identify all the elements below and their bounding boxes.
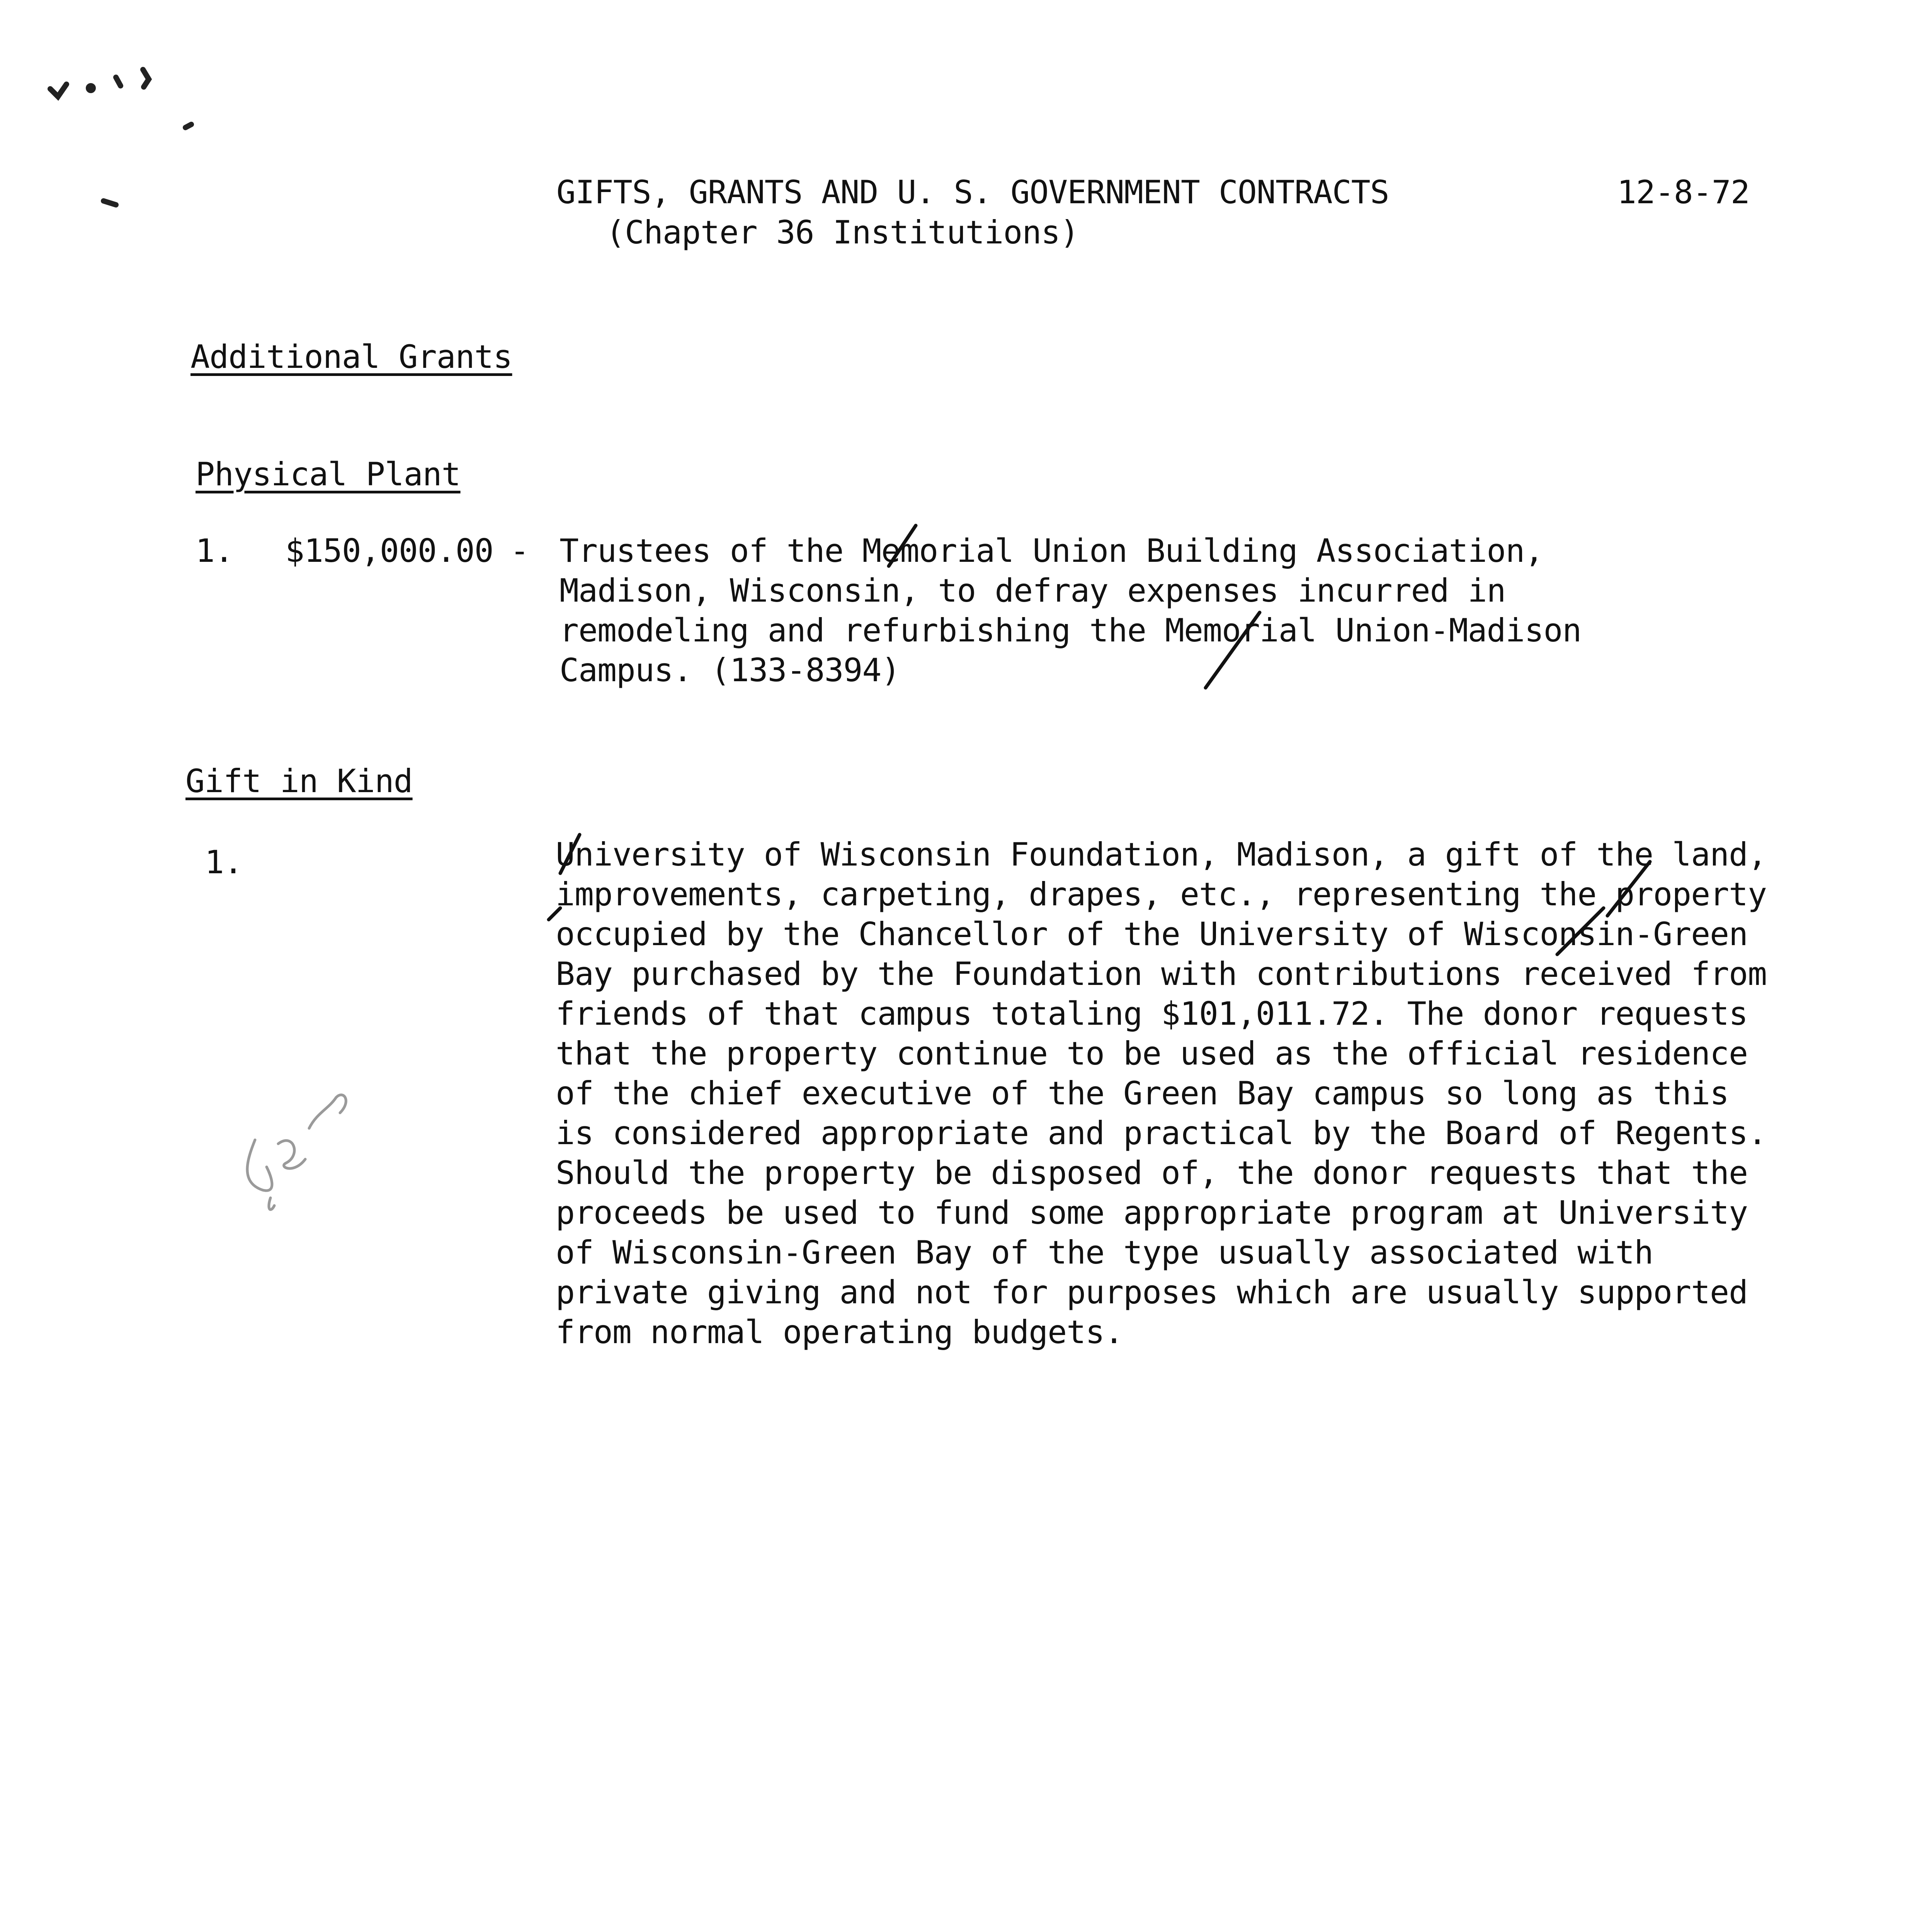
description-line: of Wisconsin-Green Bay of the type usually associated with (556, 1234, 1653, 1271)
description-line: private giving and not for purposes which are usually supported (556, 1274, 1748, 1311)
description-line: friends of that campus totaling $101,011.72. The donor requests (556, 995, 1748, 1032)
description-line: proceeds be used to fund some appropriate program at University (556, 1194, 1748, 1231)
description-line: University of Wisconsin Foundation, Madison, a gift of the land, (556, 836, 1767, 873)
corner-scribble-mark (50, 70, 191, 205)
section-heading-additional-grants: Additional Grants (190, 338, 512, 376)
physical-plant-amount: $150,000.00 (285, 532, 493, 570)
description-line: remodeling and refurbishing the Memorial Union-Madison (560, 612, 1582, 649)
amount-dash: - (510, 532, 529, 570)
document-subtitle: (Chapter 36 Institutions) (606, 214, 1079, 251)
section-heading-gift-in-kind: Gift in Kind (185, 762, 413, 800)
description-line: Bay purchased by the Foundation with contributions received from (556, 955, 1767, 993)
description-line: is considered appropriate and practical by the Board of Regents. (556, 1114, 1767, 1152)
section-heading-physical-plant: Physical Plant (196, 456, 461, 493)
gift-in-kind-item-number: 1. (205, 844, 243, 881)
physical-plant-item-number: 1. (196, 532, 233, 570)
handwritten-initials-mark (247, 1095, 346, 1210)
description-line: Trustees of the Memorial Union Building Association, (560, 532, 1544, 570)
description-line: occupied by the Chancellor of the University of Wisconsin-Green (556, 915, 1748, 953)
document-date: 12-8-72 (1617, 173, 1750, 211)
check-slash-mark (549, 526, 1650, 954)
description-line: Campus. (133-8394) (560, 651, 900, 689)
description-line: of the chief executive of the Green Bay campus so long as this (556, 1075, 1729, 1112)
description-line: improvements, carpeting, drapes, etc., representing the property (556, 876, 1767, 913)
description-line: that the property continue to be used as the official residence (556, 1035, 1748, 1072)
description-line: from normal operating budgets. (556, 1313, 1124, 1351)
description-line: Madison, Wisconsin, to defray expenses incurred in (560, 572, 1506, 609)
description-line: Should the property be disposed of, the donor requests that the (556, 1154, 1748, 1192)
document-title: GIFTS, GRANTS AND U. S. GOVERNMENT CONTRACTS (556, 173, 1389, 211)
